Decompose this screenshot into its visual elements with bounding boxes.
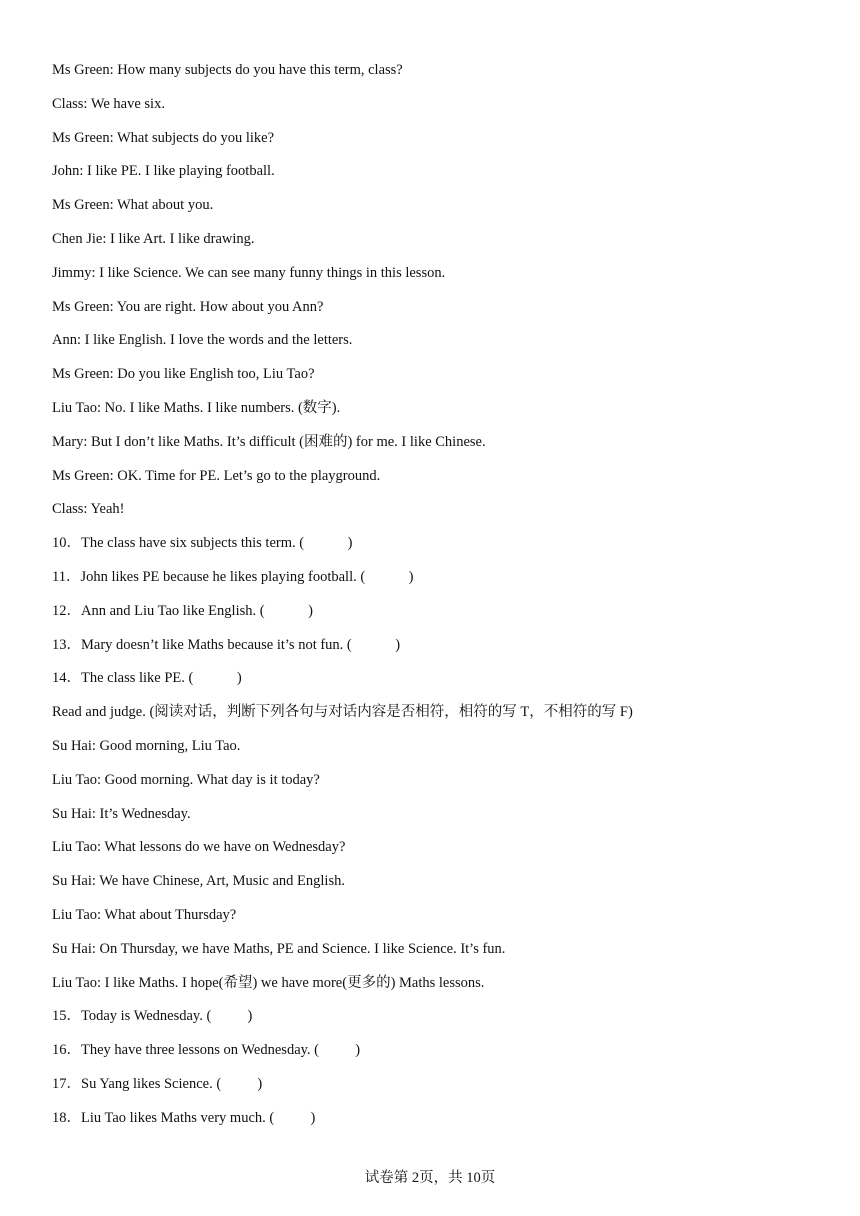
dialogue-line: Ms Green: What subjects do you like? bbox=[52, 129, 275, 146]
question-number: 10． bbox=[52, 535, 81, 552]
question-text: Mary doesn’t like Maths because it’s not fun. ( ) bbox=[81, 636, 401, 653]
dialogue-line: Jimmy: I like Science. We can see many funny things in this lesson. bbox=[52, 264, 446, 281]
question-item bbox=[52, 1072, 832, 1106]
dialogue-line: John: I like PE. I like playing football. bbox=[52, 163, 275, 180]
question-number: 17． bbox=[52, 1075, 81, 1092]
question-item bbox=[52, 531, 832, 565]
question-number: 16． bbox=[52, 1042, 81, 1059]
question-text: John likes PE because he likes playing football. ( ) bbox=[80, 568, 414, 585]
question-text: Today is Wednesday. ( ) bbox=[81, 1008, 253, 1025]
question-item bbox=[52, 1038, 832, 1072]
question-item bbox=[52, 1004, 832, 1038]
question-item bbox=[52, 565, 832, 599]
question-item bbox=[52, 633, 832, 667]
question-item bbox=[52, 599, 832, 633]
question-text: The class like PE. ( ) bbox=[81, 670, 242, 687]
dialogue-line: Liu Tao: Good morning. What day is it today? bbox=[52, 771, 320, 788]
dialogue-line: Liu Tao: No. I like Maths. I like numbers. (数字). bbox=[52, 399, 341, 416]
dialogue-line: Class: We have six. bbox=[52, 95, 165, 112]
question-item bbox=[52, 1106, 832, 1140]
dialogue-line: Ms Green: OK. Time for PE. Let’s go to the playground. bbox=[52, 467, 381, 484]
question-number: 13． bbox=[52, 636, 81, 653]
dialogue-line: Mary: But I don’t like Maths. It’s difficult (困难的) for me. I like Chinese. bbox=[52, 433, 486, 450]
question-number: 11． bbox=[52, 568, 81, 585]
question-text: They have three lessons on Wednesday. ( ) bbox=[81, 1042, 361, 1059]
question-text: Su Yang likes Science. ( ) bbox=[81, 1075, 263, 1092]
page-content bbox=[52, 58, 832, 1140]
section-instruction: Read and judge. (阅读对话，判断下列各句与对话内容是否相符，相符的写 T，不相符的写 F) bbox=[52, 704, 633, 721]
question-number: 12． bbox=[52, 602, 81, 619]
question-number: 15． bbox=[52, 1008, 81, 1025]
dialogue-line: Su Hai: Good morning, Liu Tao. bbox=[52, 737, 241, 754]
question-text: Ann and Liu Tao like English. ( ) bbox=[81, 602, 313, 619]
question-text: The class have six subjects this term. ( ) bbox=[81, 535, 353, 552]
question-number: 14． bbox=[52, 670, 81, 687]
dialogue-line: Su Hai: It’s Wednesday. bbox=[52, 805, 191, 822]
dialogue-line: Chen Jie: I like Art. I like drawing. bbox=[52, 230, 255, 247]
dialogue-line: Liu Tao: What about Thursday? bbox=[52, 906, 237, 923]
question-text: Liu Tao likes Maths very much. ( ) bbox=[81, 1109, 316, 1126]
dialogue-line: Su Hai: We have Chinese, Art, Music and English. bbox=[52, 873, 345, 890]
dialogue-line: Liu Tao: I like Maths. I hope(希望) we have more(更多的) Maths lessons. bbox=[52, 974, 485, 991]
question-item bbox=[52, 666, 832, 700]
dialogue-line: Ms Green: What about you. bbox=[52, 197, 214, 214]
dialogue-line: Ms Green: How many subjects do you have this term, class? bbox=[52, 62, 403, 78]
dialogue-line: Ms Green: You are right. How about you Ann? bbox=[52, 298, 324, 315]
dialogue-line: Su Hai: On Thursday, we have Maths, PE and Science. I like Science. It’s fun. bbox=[52, 940, 506, 957]
dialogue-line: Ms Green: Do you like English too, Liu Tao? bbox=[52, 366, 315, 383]
dialogue-line: Class: Yeah! bbox=[52, 501, 125, 518]
page-footer: 试卷第 2页，共 10页 bbox=[364, 1170, 496, 1186]
dialogue-line: Ann: I like English. I love the words and the letters. bbox=[52, 332, 353, 349]
question-number: 18． bbox=[52, 1109, 81, 1126]
dialogue-line: Liu Tao: What lessons do we have on Wednesday? bbox=[52, 839, 346, 856]
